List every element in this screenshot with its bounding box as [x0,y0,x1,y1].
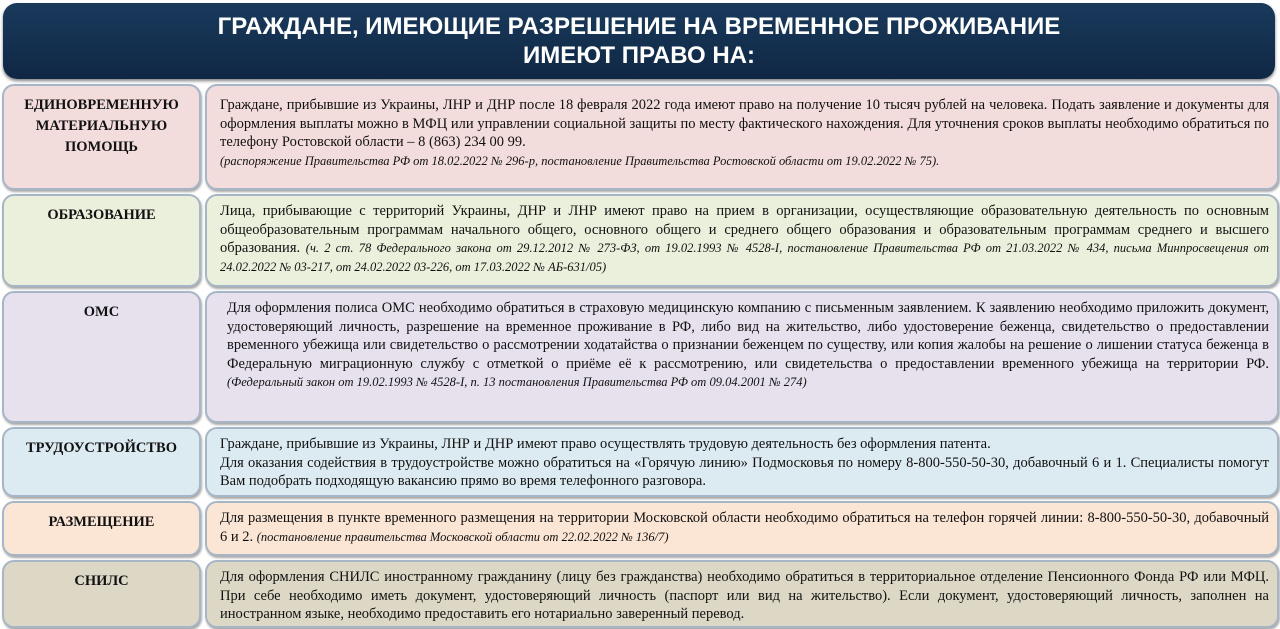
row-body-text: Для оформления полиса ОМС необходимо обратиться в страховую медицинскую компанию с письменным заявлением. К заявлению необходимо приложить документ, удостоверяющий личность, разрешение на временное проживание в РФ, либо вид на жительство, либо удостоверение беженца, свидетельство о предоставлении временного убежища или свидетельство о рассмотрении ходатайства о признании беженцем по существу, или копия жалобы на решение о лишении статуса беженца в Федеральную миграционную службу с отметкой о приёме её к рассмотрению, или свидетельства о предоставлении временного убежища на территории РФ. [227,300,1269,372]
row-citation: (постановление правительства Московской области от 22.02.2022 № 136/7) [256,529,669,544]
row-body-text: Граждане, прибывшие из Украины, ЛНР и ДНР после 18 февраля 2022 года имеют право на получение 10 тысяч рублей на человека. Подать заявление и документы для оформления выплаты можно в МФЦ или управлении социальной защиты по месту фактического нахождения. Для уточнения сроков выплаты необходимо обратиться по телефону Ростовской области – 8 (863) 234 00 99. [220,97,1269,150]
row-label-line: ТРУДОУСТРОЙСТВО [26,440,177,456]
row-label-line: МАТЕРИАЛЬНУЮ [35,118,168,134]
row-label-line: РАЗМЕЩЕНИЕ [48,514,155,530]
row-label-line: ЕДИНОВРЕМЕННУЮ [24,97,179,113]
row-citation: (ч. 2 ст. 78 Федерального закона от 29.12.2012 № 273-ФЗ, от 19.02.1993 № 4528-I, постановление Правительства РФ от 21.03.2022 № 434, письма Минпросвещения от 24.02.2022 № 03-217, от 24.02.2022 03-226, от 17.03.2022 № АБ-631/05) [220,241,1269,274]
header-title-line-2: ИМЕЮТ ПРАВО НА: [523,42,755,69]
row-oms [2,291,1279,423]
row-text [205,427,1279,497]
row-body-text: Для оформления СНИЛС иностранному гражданину (лицу без гражданства) необходимо обратиться в территориальное отделение Пенсионного Фонда РФ или МФЦ. При себе необходимо иметь документ, удостоверяющий личность (паспорт или вид на жительство). Если документ, удостоверяющий личность, заполнен на иностранном языке, необходимо предоставить его нотариально заверенный перевод. [220,569,1269,622]
row-label [2,560,201,628]
row-text [205,84,1279,190]
row-text [205,194,1279,287]
row-employment [2,427,1279,497]
row-label [2,84,201,190]
row-citation: (распоряжение Правительства РФ от 18.02.2022 № 296-р, постановление Правительства Ростовской области от 19.02.2022 № 75). [220,153,940,168]
row-accommodation [2,501,1279,556]
row-body-text: Для размещения в пункте временного размещения на территории Московской области необходимо обратиться на телефон горячей линии: 8-800-550-50-30, добавочный 6 и 2. [220,510,1269,545]
row-label-line: ПОМОЩЬ [64,139,139,155]
row-text [205,560,1279,628]
row-label-line: ОМС [83,304,120,320]
row-body-text: Для оказания содействия в трудоустройстве можно обратиться на «Горячую линию» Подмосковья по номеру 8-800-550-50-30, добавочный 6 и 1. Специалисты помогут Вам подобрать подходящую вакансию прямо во время телефонного разговора. [220,454,1269,489]
row-citation: (Федеральный закон от 19.02.1993 № 4528-I, п. 13 постановления Правительства РФ от 09.04.2001 № 274) [227,375,807,389]
row-material-aid [2,84,1279,190]
row-label [2,291,201,423]
row-education [2,194,1279,287]
page-header [3,3,1275,79]
header-title-line-1: ГРАЖДАНЕ, ИМЕЮЩИЕ РАЗРЕШЕНИЕ НА ВРЕМЕННОЕ ПРОЖИВАНИЕ [217,13,1061,40]
row-text [205,501,1279,556]
row-label-line: СНИЛС [74,573,129,589]
row-body-text: Лица, прибывающие с территорий Украины, ДНР и ЛНР имеют право на прием в организации, осуществляющие образовательную деятельность по основным общеобразовательным программам начального общего, основного общего и среднего общего образования и образовательным программам среднего и высшего образования. [220,203,1269,256]
row-label [2,501,201,556]
row-body-text: Граждане, прибывшие из Украины, ЛНР и ДНР имеют право осуществлять трудовую деятельность без оформления патента. [220,436,991,452]
row-text [205,291,1279,423]
row-label [2,194,201,287]
row-label-line: ОБРАЗОВАНИЕ [47,207,156,223]
row-label [2,427,201,497]
row-snils [2,560,1279,628]
